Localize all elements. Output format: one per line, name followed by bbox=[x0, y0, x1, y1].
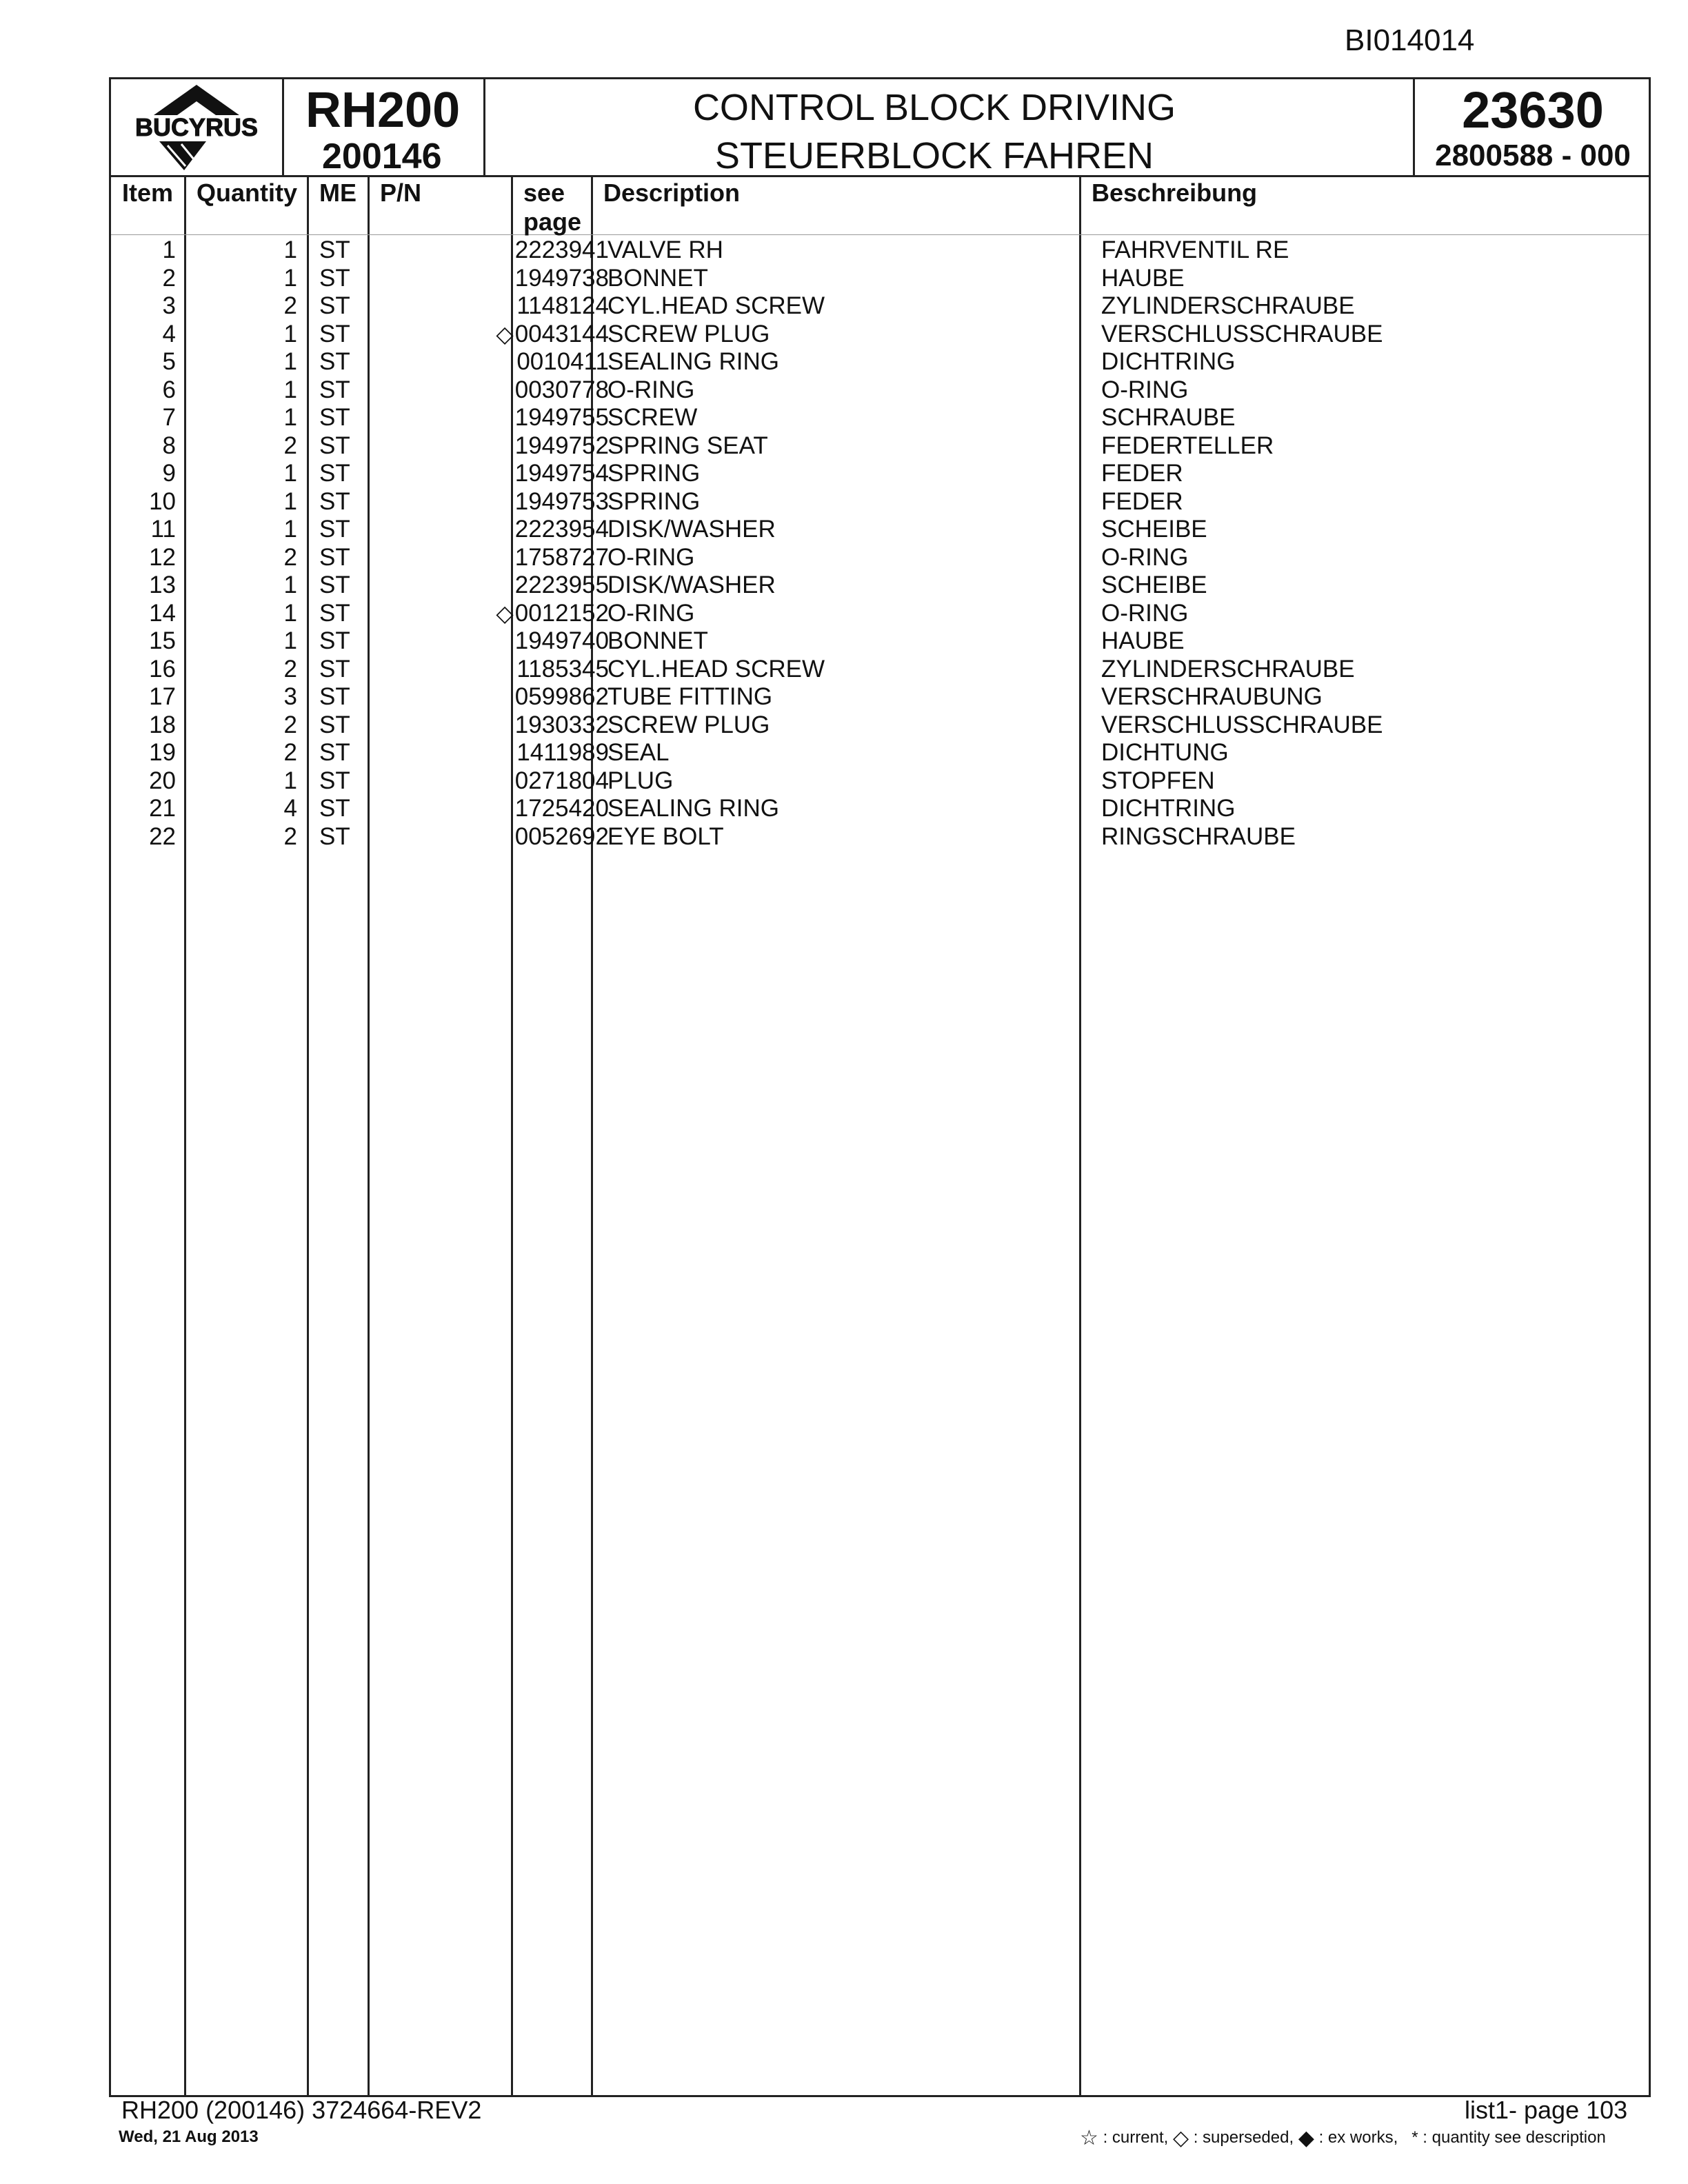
part-number: 1949752 bbox=[514, 432, 609, 459]
table-row bbox=[111, 656, 1649, 684]
footer-date: Wed, 21 Aug 2013 bbox=[119, 2127, 259, 2146]
divider bbox=[483, 79, 485, 175]
part-number: 1949740 bbox=[514, 627, 609, 654]
item-number: 22 bbox=[149, 822, 176, 850]
table-row bbox=[111, 795, 1649, 823]
table-row bbox=[111, 711, 1649, 740]
table-row bbox=[111, 739, 1649, 767]
description: DISK/WASHER bbox=[607, 516, 776, 543]
quantity: 1 bbox=[283, 767, 297, 794]
item-number: 11 bbox=[150, 516, 176, 543]
unit: ST bbox=[319, 795, 350, 822]
part-number: 1949753 bbox=[514, 487, 609, 515]
unit: ST bbox=[319, 599, 350, 627]
unit: ST bbox=[319, 264, 350, 292]
unit: ST bbox=[319, 460, 350, 487]
table-row bbox=[111, 683, 1649, 711]
document-id: BI014014 bbox=[1345, 23, 1475, 57]
item-number: 15 bbox=[149, 627, 176, 654]
description: BONNET bbox=[607, 264, 708, 292]
svg-text:BUCYRUS: BUCYRUS bbox=[134, 113, 259, 141]
quantity: 1 bbox=[283, 404, 297, 431]
part-number: 0052692 bbox=[514, 822, 609, 850]
part-number: 1949755 bbox=[514, 404, 609, 431]
legend-current: : current, bbox=[1103, 2128, 1169, 2147]
unit: ST bbox=[319, 767, 350, 794]
description: SEALING RING bbox=[607, 348, 779, 375]
description: PLUG bbox=[607, 767, 674, 794]
item-number: 18 bbox=[149, 711, 176, 738]
beschreibung: SCHRAUBE bbox=[1101, 404, 1236, 431]
table-row bbox=[111, 488, 1649, 516]
quantity: 1 bbox=[283, 572, 297, 598]
table-row bbox=[111, 544, 1649, 572]
document-number: 2800588 - 000 bbox=[1435, 139, 1631, 172]
quantity: 1 bbox=[283, 320, 297, 347]
part-number: 0271804 bbox=[514, 767, 609, 794]
footer-document-ref: RH200 (200146) 3724664-REV2 bbox=[121, 2096, 482, 2124]
part-number: 1185345 bbox=[516, 655, 609, 682]
column-header-beschreibung: Beschreibung bbox=[1092, 179, 1258, 207]
superseded-diamond-icon: ◇ bbox=[496, 600, 514, 626]
column-header-row bbox=[111, 177, 1649, 235]
part-number-value: 0043144 bbox=[514, 320, 609, 347]
serial-label: 200146 bbox=[322, 136, 442, 176]
part-number: 1148124 bbox=[516, 292, 609, 319]
description: O-RING bbox=[607, 376, 695, 403]
table-row bbox=[111, 600, 1649, 628]
description: SEALING RING bbox=[607, 795, 779, 822]
quantity: 1 bbox=[283, 487, 297, 515]
quantity: 4 bbox=[283, 795, 297, 822]
quantity: 1 bbox=[283, 348, 297, 375]
unit: ST bbox=[319, 627, 350, 654]
description: O-RING bbox=[607, 543, 695, 571]
beschreibung: SCHEIBE bbox=[1101, 516, 1207, 543]
figure-number: 23630 bbox=[1462, 81, 1604, 139]
table-row bbox=[111, 823, 1649, 851]
beschreibung: O-RING bbox=[1101, 599, 1189, 627]
quantity: 3 bbox=[283, 683, 297, 710]
unit: ST bbox=[319, 711, 350, 738]
table-row bbox=[111, 572, 1649, 600]
unit: ST bbox=[319, 320, 350, 347]
item-number: 14 bbox=[149, 599, 176, 627]
part-number: 1411989 bbox=[516, 739, 609, 766]
legend-ex-works: : ex works, bbox=[1318, 2128, 1398, 2147]
item-number: 17 bbox=[149, 683, 176, 710]
description: SEAL bbox=[607, 739, 670, 766]
description: CYL.HEAD SCREW bbox=[607, 655, 825, 682]
description: SCREW PLUG bbox=[607, 711, 770, 738]
description: CYL.HEAD SCREW bbox=[607, 292, 825, 319]
beschreibung: DICHTUNG bbox=[1101, 739, 1229, 766]
quantity: 2 bbox=[283, 711, 297, 738]
unit: ST bbox=[319, 404, 350, 431]
quantity: 2 bbox=[283, 432, 297, 459]
part-number bbox=[380, 321, 609, 348]
table-row bbox=[111, 516, 1649, 544]
legend-superseded: : superseded, bbox=[1193, 2128, 1294, 2147]
table-row bbox=[111, 292, 1649, 321]
item-number: 12 bbox=[149, 543, 176, 571]
table-row bbox=[111, 627, 1649, 656]
column-header-pn: P/N bbox=[380, 179, 422, 207]
quantity: 2 bbox=[283, 543, 297, 571]
part-number: 2223955 bbox=[514, 572, 609, 598]
item-number: 9 bbox=[162, 460, 176, 487]
item-number: 8 bbox=[162, 432, 176, 459]
divider bbox=[1413, 79, 1415, 175]
description: SCREW bbox=[607, 404, 698, 431]
part-number: 2223954 bbox=[514, 516, 609, 543]
unit: ST bbox=[319, 487, 350, 515]
item-number: 2 bbox=[162, 264, 176, 292]
quantity: 1 bbox=[283, 516, 297, 543]
item-number: 1 bbox=[162, 236, 176, 263]
part-number: 0030778 bbox=[514, 376, 609, 403]
description: BONNET bbox=[607, 627, 708, 654]
part-number-value: 0012152 bbox=[514, 599, 609, 627]
symbol-legend bbox=[1080, 2126, 1606, 2150]
legend-quantity: : quantity see description bbox=[1423, 2128, 1606, 2147]
quantity: 1 bbox=[283, 460, 297, 487]
item-number: 10 bbox=[149, 487, 176, 515]
item-number: 19 bbox=[149, 739, 176, 766]
unit: ST bbox=[319, 739, 350, 766]
quantity: 2 bbox=[283, 655, 297, 682]
item-number: 21 bbox=[149, 795, 176, 822]
column-header-see-page: see page bbox=[523, 179, 582, 236]
column-header-item: Item bbox=[122, 179, 174, 207]
divider bbox=[282, 79, 284, 175]
table-row bbox=[111, 404, 1649, 432]
description: VALVE RH bbox=[607, 236, 723, 263]
beschreibung: ZYLINDERSCHRAUBE bbox=[1101, 292, 1355, 319]
beschreibung: STOPFEN bbox=[1101, 767, 1215, 794]
item-number: 13 bbox=[149, 572, 176, 598]
description: DISK/WASHER bbox=[607, 572, 776, 598]
item-number: 4 bbox=[162, 320, 176, 347]
beschreibung: FEDER bbox=[1101, 460, 1183, 487]
unit: ST bbox=[319, 516, 350, 543]
unit: ST bbox=[319, 683, 350, 710]
beschreibung: HAUBE bbox=[1101, 264, 1185, 292]
description: EYE BOLT bbox=[607, 822, 724, 850]
beschreibung: FEDERTELLER bbox=[1101, 432, 1274, 459]
item-number: 20 bbox=[149, 767, 176, 794]
beschreibung: O-RING bbox=[1101, 543, 1189, 571]
column-header-description: Description bbox=[603, 179, 741, 207]
title-block bbox=[111, 79, 1649, 177]
unit: ST bbox=[319, 292, 350, 319]
quantity: 2 bbox=[283, 739, 297, 766]
unit: ST bbox=[319, 822, 350, 850]
column-header-quantity: Quantity bbox=[197, 179, 298, 207]
beschreibung: ZYLINDERSCHRAUBE bbox=[1101, 655, 1355, 682]
beschreibung: FEDER bbox=[1101, 487, 1183, 515]
item-number: 16 bbox=[149, 655, 176, 682]
footer-page-number: list1- page 103 bbox=[1465, 2096, 1628, 2124]
part-number: 1949754 bbox=[514, 460, 609, 487]
unit: ST bbox=[319, 376, 350, 403]
description: SCREW PLUG bbox=[607, 320, 770, 347]
beschreibung: DICHTRING bbox=[1101, 795, 1236, 822]
beschreibung: VERSCHLUSSCHRAUBE bbox=[1101, 711, 1383, 738]
part-number bbox=[380, 600, 609, 627]
table-row bbox=[111, 460, 1649, 488]
asterisk-icon: * bbox=[1411, 2128, 1418, 2147]
table-row bbox=[111, 348, 1649, 376]
diamond-filled-icon: ◆ bbox=[1298, 2127, 1314, 2150]
unit: ST bbox=[319, 655, 350, 682]
unit: ST bbox=[319, 543, 350, 571]
title-german: STEUERBLOCK FAHREN bbox=[714, 135, 1154, 176]
part-number: 1949738 bbox=[514, 264, 609, 292]
description: SPRING bbox=[607, 487, 701, 515]
quantity: 1 bbox=[283, 376, 297, 403]
item-number: 3 bbox=[162, 292, 176, 319]
beschreibung: VERSCHLUSSCHRAUBE bbox=[1101, 320, 1383, 347]
beschreibung: FAHRVENTIL RE bbox=[1101, 236, 1289, 263]
beschreibung: VERSCHRAUBUNG bbox=[1101, 683, 1323, 710]
bucyrus-logo bbox=[118, 83, 275, 172]
part-number: 1758727 bbox=[514, 543, 609, 571]
part-number: 2223941 bbox=[514, 236, 609, 263]
superseded-diamond-icon: ◇ bbox=[496, 321, 514, 347]
table-row bbox=[111, 321, 1649, 349]
table-row bbox=[111, 767, 1649, 796]
item-number: 5 bbox=[162, 348, 176, 375]
title-english: CONTROL BLOCK DRIVING bbox=[692, 87, 1176, 128]
model-label: RH200 bbox=[305, 83, 461, 138]
beschreibung: SCHEIBE bbox=[1101, 572, 1207, 598]
beschreibung: O-RING bbox=[1101, 376, 1189, 403]
table-row bbox=[111, 236, 1649, 265]
description: TUBE FITTING bbox=[607, 683, 773, 710]
beschreibung: RINGSCHRAUBE bbox=[1101, 822, 1296, 850]
item-number: 6 bbox=[162, 376, 176, 403]
unit: ST bbox=[319, 348, 350, 375]
quantity: 1 bbox=[283, 627, 297, 654]
quantity: 2 bbox=[283, 292, 297, 319]
item-number: 7 bbox=[162, 404, 176, 431]
part-number: 0010411 bbox=[516, 348, 609, 375]
part-number: 0599862 bbox=[514, 683, 609, 710]
description: SPRING SEAT bbox=[607, 432, 768, 459]
table-row bbox=[111, 265, 1649, 293]
beschreibung: DICHTRING bbox=[1101, 348, 1236, 375]
unit: ST bbox=[319, 572, 350, 598]
beschreibung: HAUBE bbox=[1101, 627, 1185, 654]
table-row bbox=[111, 376, 1649, 405]
unit: ST bbox=[319, 432, 350, 459]
quantity: 2 bbox=[283, 822, 297, 850]
unit: ST bbox=[319, 236, 350, 263]
star-icon: ☆ bbox=[1080, 2127, 1098, 2150]
part-number: 1725420 bbox=[514, 795, 609, 822]
quantity: 1 bbox=[283, 264, 297, 292]
quantity: 1 bbox=[283, 236, 297, 263]
part-number: 1930332 bbox=[514, 711, 609, 738]
quantity: 1 bbox=[283, 599, 297, 627]
table-row bbox=[111, 432, 1649, 461]
description: SPRING bbox=[607, 460, 701, 487]
parts-list-frame bbox=[109, 77, 1651, 2097]
column-header-me: ME bbox=[319, 179, 356, 207]
description: O-RING bbox=[607, 599, 695, 627]
diamond-outline-icon: ◇ bbox=[1172, 2127, 1189, 2150]
